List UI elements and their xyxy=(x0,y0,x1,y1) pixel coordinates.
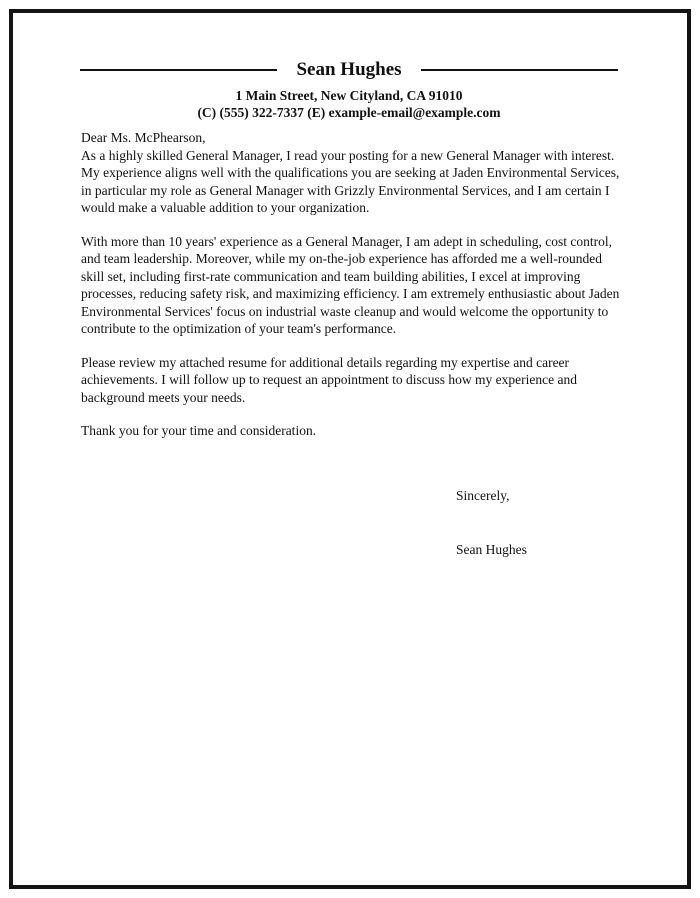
header-rule-left xyxy=(80,69,277,71)
sender-contact xyxy=(80,87,618,121)
paragraph-intro: As a highly skilled General Manager, I read your posting for a new General Manager with interest. My experience aligns well with the qualifications you are seeking at Jaden Environmental Services, in particular my role as General Manager with Grizzly Environmental Services, and I am certain I would make a valuable addition to your organization. xyxy=(81,147,620,215)
sender-phone-email: (C) (555) 322-7337 (E) example-email@example.com xyxy=(197,105,501,120)
signature-name: Sean Hughes xyxy=(456,542,527,557)
letter-header xyxy=(80,56,618,84)
salutation: Dear Ms. McPhearson, xyxy=(81,130,206,145)
paragraph-follow-up: Please review my attached resume for additional details regarding my expertise and career achievements. I will follow up to request an appointment to discuss how my experience and background meets your needs. xyxy=(81,354,577,405)
header-rule-right xyxy=(421,69,618,71)
closing: Sincerely, xyxy=(456,488,510,503)
sender-address: 1 Main Street, New Cityland, CA 91010 xyxy=(235,88,463,103)
paragraph-thanks: Thank you for your time and consideration. xyxy=(81,423,317,438)
letter-body xyxy=(81,129,621,456)
paragraph-experience: With more than 10 years' experience as a General Manager, I am adept in scheduling, cost control, and team leadership. Moreover, while my on-the-job experience has afforded me a well-rounded skill set, including first-rate communication and team building abilities, I excel at improving processes, reducing safety risk, and maximizing efficiency. I am extremely enthusiastic about Jaden Environmental Services' focus on industrial waste cleanup and would welcome the opportunity to contribute to the optimization of your team's performance. xyxy=(81,233,620,336)
sender-name: Sean Hughes xyxy=(296,59,402,80)
